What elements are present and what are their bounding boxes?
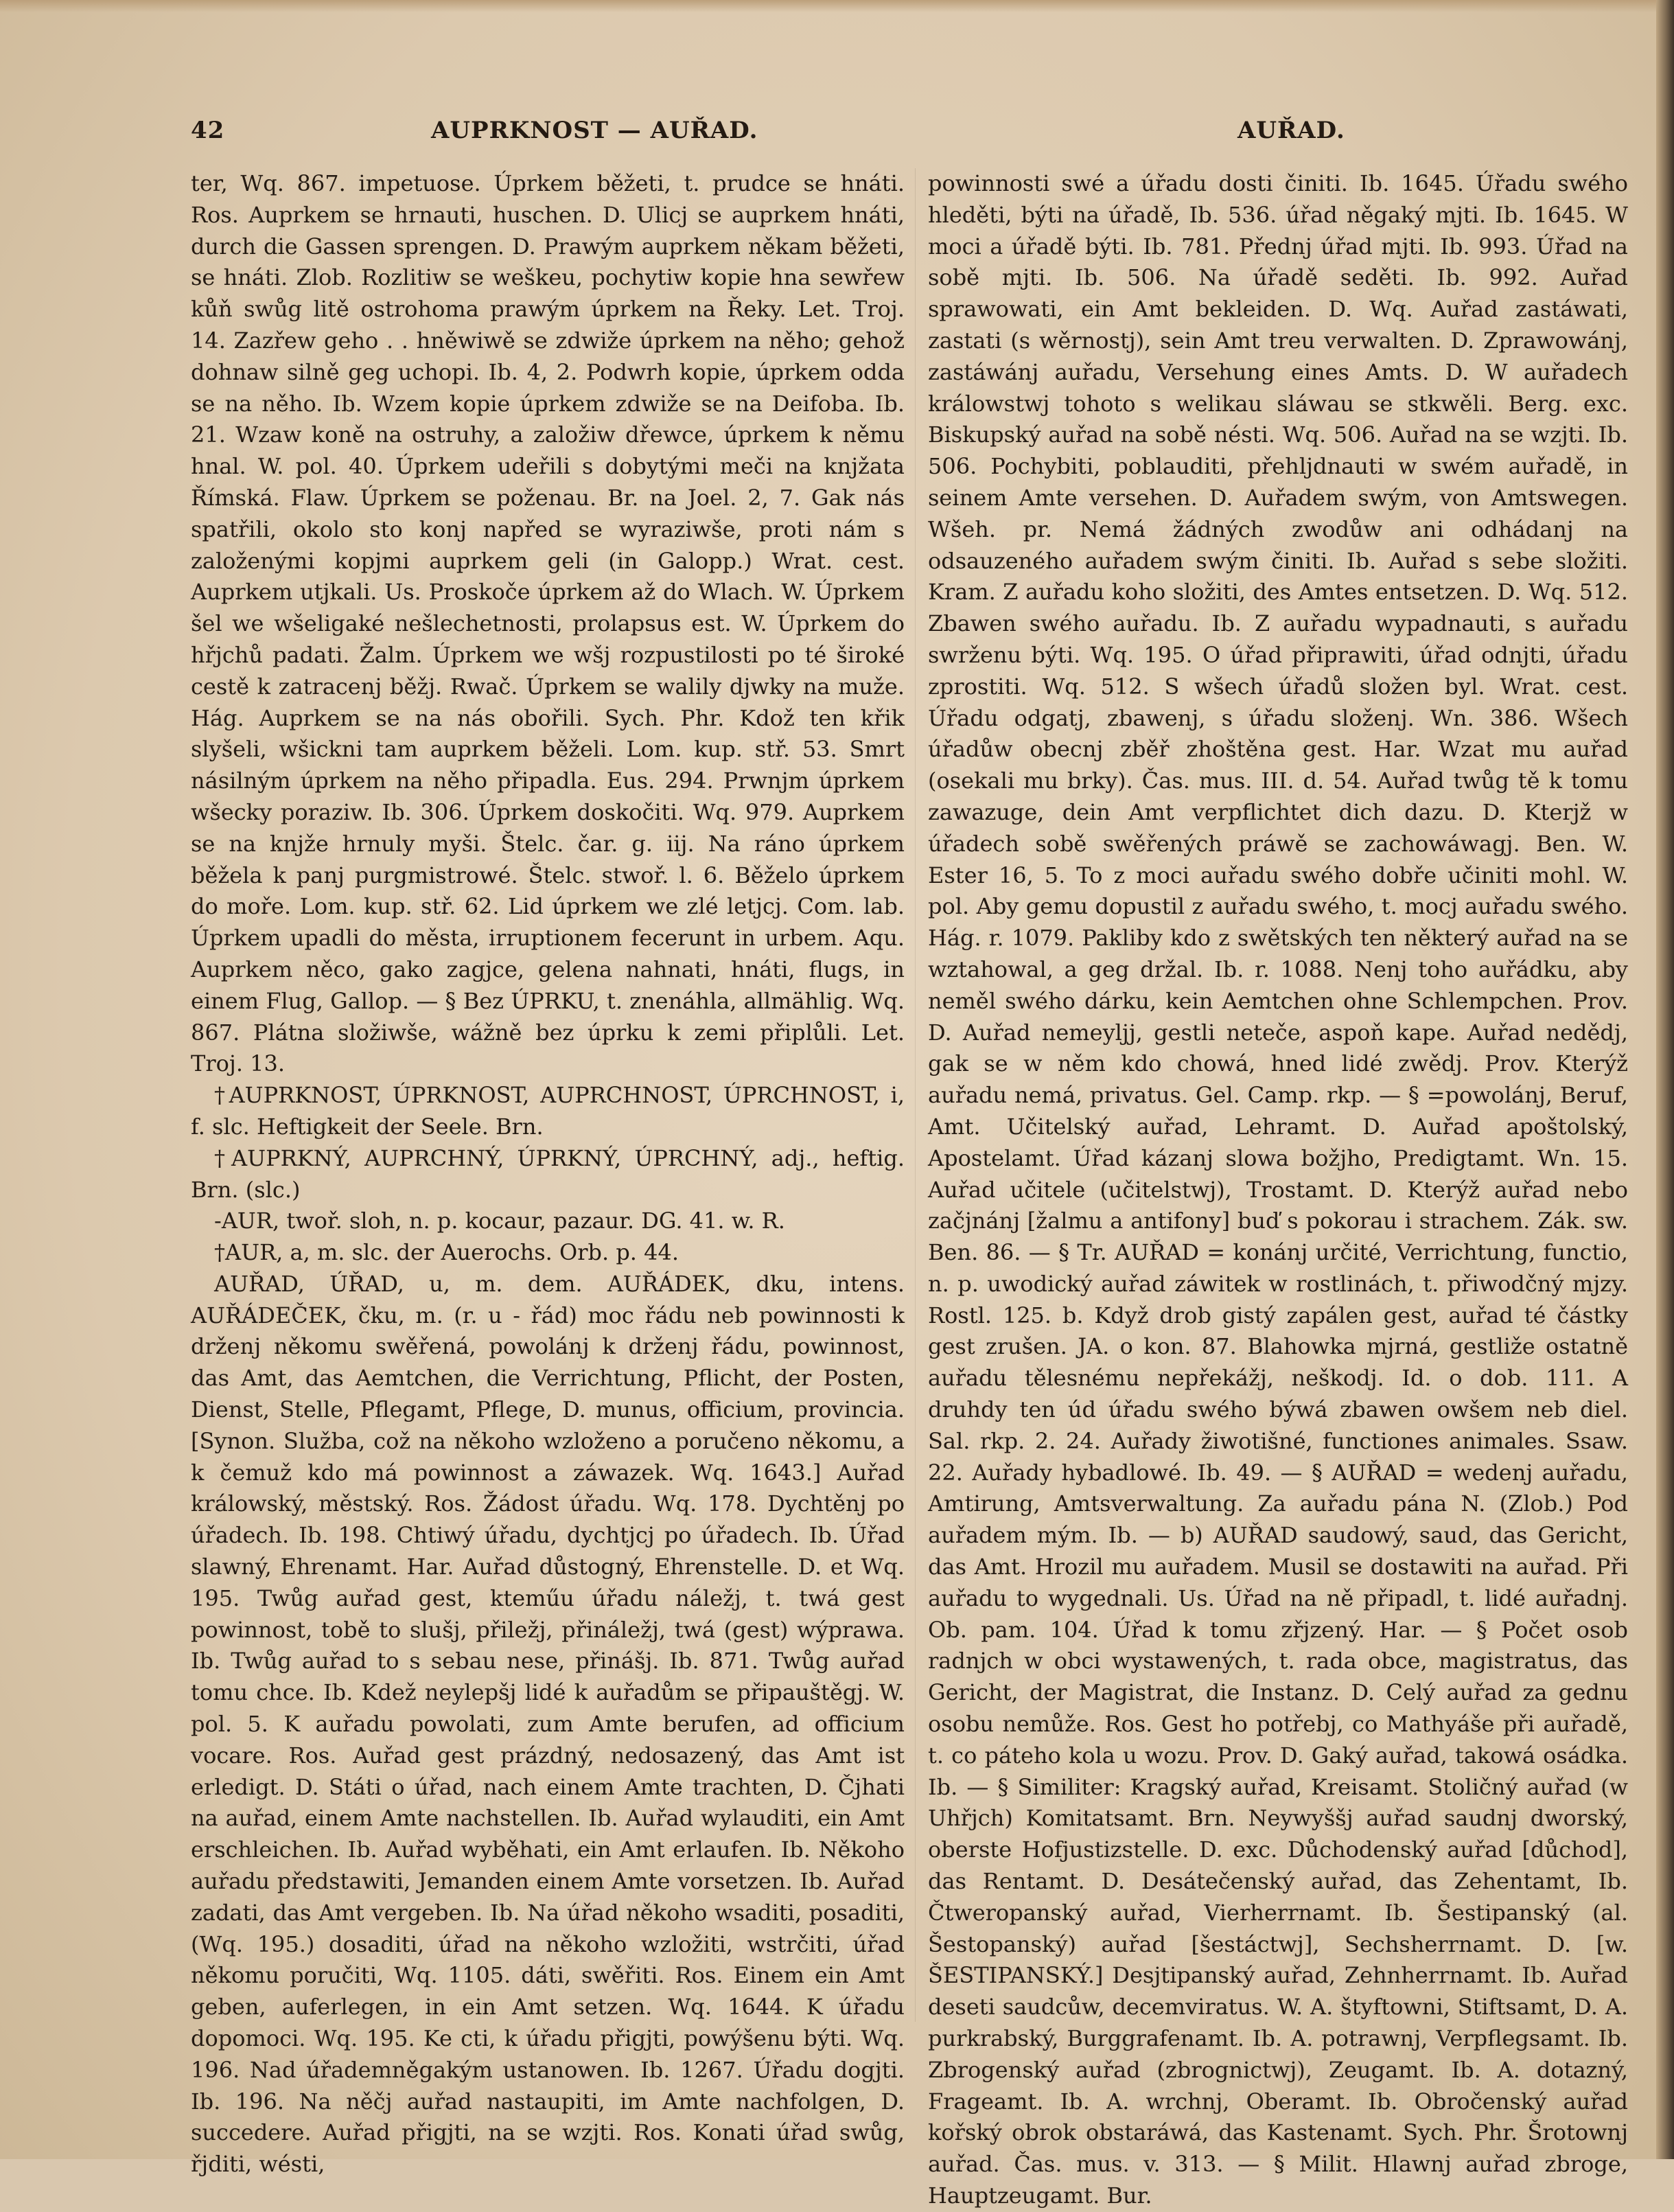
entry-auprkny: †AUPRKNÝ, AUPRCHNÝ, ÚPRKNÝ, ÚPRCHNÝ, adj., heftig. Brn. (slc.) [191,1144,905,1203]
page-right-edge [1656,0,1674,2159]
page-top-shadow [0,0,1674,12]
page-number: 42 [191,117,225,144]
header-title-left: AUPRKNOST — AUŘAD. [431,117,758,144]
entry-auprknost: †AUPRKNOST, ÚPRKNOST, AUPRCHNOST, ÚPRCHNOST, i, f. slc. Heftigkeit der Seele. Brn. [191,1082,905,1140]
entry-aurad: AUŘAD, ÚŘAD, u, m. dem. AUŘÁDEK, dku, intens. AUŘÁDEČEK, čku, m. (r. u - řád) moc řádu neb powinnosti k drženj někomu swěřená, powolánj k drženj řádu, powinnost, das Amt, das Aemtchen, die Verrichtung, Pflicht, der Posten, Dienst, Stelle, Pflegamt, Pflege, D. munus, officium, provincia. [Synon. Služba, což na někoho wzloženo a poručeno někomu, a k čemuž kdo má powinnost a záwazek. Wq. 1643.] Auřad králowský, městský. Ros. Žádost úřadu. Wq. 178. Dychtěnj po úřadech. Ib. 198. Chtiwý úřadu, dychtjcj po úřadech. Ib. Úřad slawný, Ehrenamt. Har. Auřad důstogný, Ehrenstelle. D. et Wq. 195. Twůg auřad gest, kteműu úřadu náležj, t. twá gest powinnost, tobě to slušj, přiležj, přináležj, twá (gest) wýprawa. Ib. Twůg auřad to s sebau nese, přinášj. Ib. 871. Twůg auřad tomu chce. Ib. Kdež neylepšj lidé k auřadům se připauštěgj. W. pol. 5. K auřadu powolati, zum Amte berufen, ad officium vocare. Ros. Auřad gest prázdný, nedosazený, das Amt ist erledigt. D. Státi o úřad, nach einem Amte trachten, D. Čjhati na auřad, einem Amte nachstellen. Ib. Auřad wylauditi, ein Amt erschleichen. Ib. Auřad wyběhati, ein Amt erlaufen. Ib. Někoho auřadu předstawiti, Jemanden einem Amte vorsetzen. Ib. Auřad zadati, das Amt vergeben. Ib. Na úřad někoho wsaditi, posaditi, (Wq. 195.) dosaditi, úřad na někoho wzložiti, wstrčiti, úřad někomu poručiti, Wq. 1105. dáti, swěřiti. Ros. Einem ein Amt geben, auferlegen, in ein Amt setzen. Wq. 1644. K úřadu dopomoci. Wq. 195. Ke cti, k úřadu přigjti, powýšenu býti. Wq. 196. Nad úřademněgakým ustanowen. Ib. 1267. Úřadu dogjti. Ib. 196. Na něčj auřad nastaupiti, im Amte nachfolgen, D. succedere. Auřad přigjti, na se wzjti. Ros. Konati úřad swůg, řjditi, wésti, [191,1270,905,2178]
running-header [191,117,1364,151]
entry-auprkem-continued: ter, Wq. 867. impetuose. Úprkem běžeti, t. prudce se hnáti. Ros. Auprkem se hrnauti, huschen. D. Ulicj se auprkem hnáti, durch die Gassen sprengen. D. Prawým auprkem někam běžeti, se hnáti. Zlob. Rozlitiw se weškeu, pochytiw kopie hna sewřew kůň swůg litě ostrohoma prawým úprkem na Řeky. Let. Troj. 14. Zazřew geho . . hněwiwě se zdwiže úprkem na něho; gehož dohnaw silně geg uchopi. Ib. 4, 2. Podwrh kopie, úprkem odda se na něho. Ib. Wzem kopie úprkem zdwiže se na Deifoba. Ib. 21. Wzaw koně na ostruhy, a založiw dřewce, úprkem k němu hnal. W. pol. 40. Úprkem udeřili s dobytými meči na knjžata Římská. Flaw. Úprkem se poženau. Br. na Joel. 2, 7. Gak nás spatřili, okolo sto konj napřed se wyraziwše, proti nám s založenými kopjmi auprkem geli (in Galopp.) Wrat. cest. Auprkem utjkali. Us. Proskoče úprkem až do Wlach. W. Úprkem šel we wšeligaké nešlechetnosti, prolapsus est. W. Úprkem do hřjchů padati. Žalm. Úprkem we wšj rozpustilosti po té široké cestě k zatracenj běžj. Rwač. Úprkem se walily djwky na muže. Hág. Auprkem se na nás obořili. Sych. Phr. Kdož ten křik slyšeli, wšickni tam auprkem běželi. Lom. kup. stř. 53. Smrt násilným úprkem na něho připadla. Eus. 294. Prwnjm úprkem wšecky poraziw. Ib. 306. Úprkem doskočiti. Wq. 979. Auprkem se na knjže hrnuly myši. Štelc. čar. g. iij. Na ráno úprkem běžela k panj purgmistrowé. Štelc. stwoř. l. 6. Běželo úprkem do moře. Lom. kup. stř. 62. Lid úprkem we zlé letjcj. Com. lab. Úprkem upadli do města, irruptionem fecerunt in urbem. Aqu. Auprkem něco, gako zagjce, gelena nahnati, hnáti, flugs, in einem Flug, Gallop. — § Bez ÚPRKU, t. znenáhla, allmählig. Wq. 867. Plátna složiwše, wážně bez úprku k zemi připlůli. Let. Troj. 13. [191,170,905,1077]
header-title-right: AUŘAD. [1237,117,1345,144]
entry-aurad-continued: powinnosti swé a úřadu dosti činiti. Ib. 1645. Úřadu swého hleděti, býti na úřadě, Ib. 536. úřad něgaký mjti. Ib. 1645. W moci a úřadě býti. Ib. 781. Přednj úřad mjti. Ib. 993. Úřad na sobě mjti. Ib. 506. Na úřadě seděti. Ib. 992. Auřad sprawowati, ein Amt bekleiden. D. Wq. Auřad zastáwati, zastati (s wěrnostj), sein Amt treu verwalten. D. Zprawowánj, zastáwánj auřadu, Versehung eines Amts. D. W auřadech králowstwj tohoto s welikau sláwau se stkwěli. Berg. exc. Biskupský auřad na sobě nésti. Wq. 506. Auřad na se wzjti. Ib. 506. Pochybiti, poblauditi, přehljdnauti w swém auřadě, in seinem Amte versehen. D. Auřadem swým, von Amtswegen. Wšeh. pr. Nemá žádných zwodůw ani odhádanj na odsauzeného auřadem swým činiti. Ib. Auřad s sebe složiti. Kram. Z auřadu koho složiti, des Amtes entsetzen. D. Wq. 512. Zbawen swého auřadu. Ib. Z auřadu wypadnauti, s auřadu swrženu býti. Wq. 195. O úřad připrawiti, úřad odnjti, úřadu zprostiti. Wq. 512. S wšech úřadů složen byl. Wrat. cest. Úřadu odgatj, zbawenj, s úřadu složenj. Wn. 386. Wšech úřadůw obecnj zběř zhoštěna gest. Har. Wzat mu auřad (osekali mu brky). Čas. mus. III. d. 54. Auřad twůg tě k tomu zawazuge, dein Amt verpflichtet dich dazu. D. Kterjž w úřadech sobě swěřených práwě se zachowáwagj. Ben. W. Ester 16, 5. To z moci auřadu swého dobře učiniti mohl. W. pol. Aby gemu dopustil z auřadu swého, t. mocj auřadu swého. Hág. r. 1079. Pakliby kdo z swětských ten některý auřad na se wztahowal, a geg držal. Ib. r. 1088. Nenj toho auřádku, aby neměl swého dárku, kein Aemtchen ohne Schlempchen. Prov. D. Auřad nemeyljj, gestli neteče, aspoň kape. Auřad nedědj, gak se w něm kdo chowá, hned lidé zwědj. Prov. Kterýž auřadu nemá, privatus. Gel. Camp. rkp. — § =powolánj, Beruf, Amt. Učitelský auřad, Lehramt. D. Auřad apoštolský, Apostelamt. Úřad kázanj slowa božjho, Predigtamt. Wn. 15. Auřad učitele (učitelstwj), Trostamt. D. Kterýž auřad nebo začjnánj [žalmu a antifony] buď s pokorau i strachem. Zák. sw. Ben. 86. — § Tr. AUŘAD = konánj určité, Verrichtung, functio, n. p. uwodický auřad záwitek w rostlinách, t. přiwodčný mjzy. Rostl. 125. b. Když drob gistý zapálen gest, auřad té částky gest zrušen. JA. o kon. 87. Blahowka mjrná, gestliže ostatně auřadu tělesnému nepřekážj, neškodj. Id. o dob. 111. A druhdy ten úd úřadu swého býwá zbawen owšem neb diel. Sal. rkp. 2. 24. Auřady žiwotišné, functiones animales. Ssaw. 22. Auřady hybadlowé. Ib. 49. — § AUŘAD = wedenj auřadu, Amtirung, Amtsverwaltung. Za auřadu pána N. (Zlob.) Pod auřadem mým. Ib. — b) AUŘAD saudowý, saud, das Gericht, das Amt. Hrozil mu auřadem. Musil se dostawiti na auřad. Při auřadu to wygednali. Us. Úřad na ně připadl, t. lidé auřadnj. Ob. pam. 104. Úřad k tomu zřjzený. Har. — § Počet osob radnjch w obci wystawených, t. rada obce, magistratus, das Gericht, der Magistrat, die Instanz. D. Celý auřad za gednu osobu nemůže. Ros. Gest ho potřebj, co Mathyáše při auřadě, t. co páteho kola u wozu. Prov. D. Gaký auřad, takowá osádka. Ib. — § Similiter: Kragský auřad, Kreisamt. Stoličný auřad (w Uhřjch) Komitatsamt. Brn. Neywyššj auřad saudnj dworský, oberste Hofjustizstelle. D. exc. Důchodenský auřad [důchod], das Rentamt. D. Desátečenský auřad, das Zehentamt, Ib. Čtweropanský auřad, Vierherrnamt. Ib. Šestipanský (al. Šestopanský) auřad [šestáctwj], Sechsherrnamt. D. [w. ŠESTIPANSKÝ.] Desjtipanský auřad, Zehnherrnamt. Ib. Auřad deseti saudcůw, decemviratus. W. A. štyftowni, Stiftsamt, D. A. purkrabský, Burggrafenamt. Ib. A. potrawnj, Verpflegsamt. Ib. Zbrogenský auřad (zbrognictwj), Zeugamt. Ib. A. dotazný, Frageamt. Ib. A. wrchnj, Oberamt. Ib. Obročenský auřad kořský obrok obstaráwá, das Kastenamt. Sych. Phr. Šrotownj auřad. Čas. mus. v. 313. — § Milit. Hlawnj auřad zbroge, Hauptzeugamt. Bur. [928,170,1628,2209]
column-divider [915,168,916,2022]
entry-aur-suffix: -AUR, twoř. sloh, n. p. kocaur, pazaur. DG. 41. w. R. [214,1208,785,1234]
right-column [928,168,1628,2209]
left-column [191,168,905,2178]
entry-aur: †AUR, a, m. slc. der Auerochs. Orb. p. 44. [214,1239,679,1266]
